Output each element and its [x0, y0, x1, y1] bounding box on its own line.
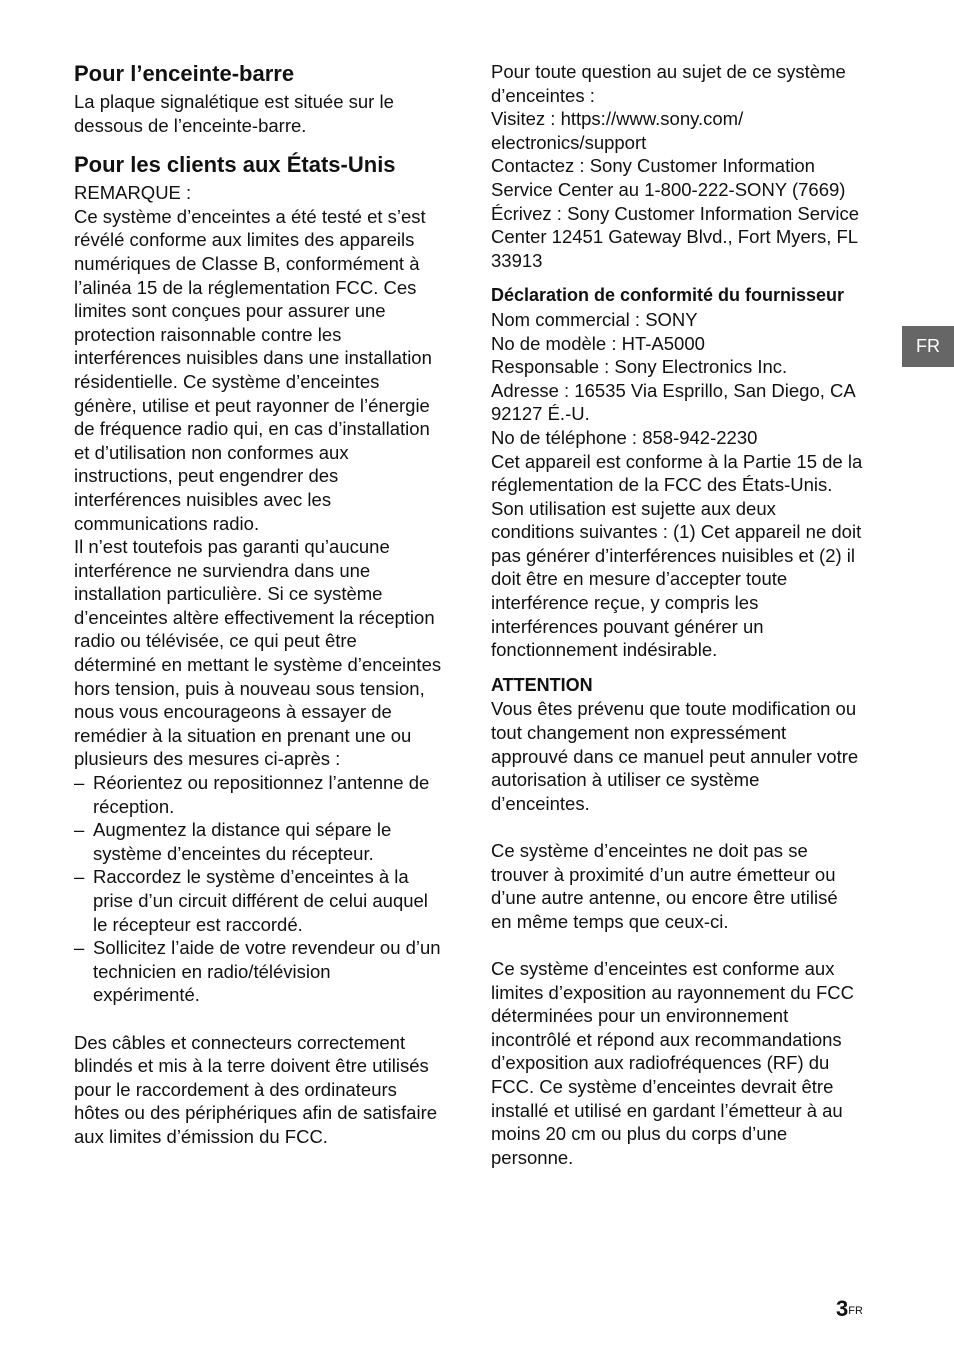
contact-line: Écrivez : Sony Customer Information Service Center 12451 Gateway Blvd., Fort Myers, FL 33913	[491, 202, 860, 271]
paragraph-spacer	[491, 662, 863, 674]
paragraph-spacer	[74, 1007, 442, 1031]
declaration-line: No de téléphone : 858-942-2230	[491, 426, 758, 448]
left-column	[74, 60, 442, 1149]
contact-line: Contactez : Sony Customer Information Service Center au 1-800-222-SONY (7669)	[491, 155, 846, 200]
dash-bullet: –	[74, 819, 85, 841]
shielded-cables-paragraph: Des câbles et connecteurs correctement blindés et mis à la terre doivent être utilisés pour le raccordement à des ordinateurs hôtes ou des périphériques afin de satisfaire aux limites d’émission du FCC.	[74, 1031, 438, 1147]
dash-bullet: –	[74, 937, 85, 959]
measure-text: Raccordez le système d’enceintes à la prise d’un circuit différent de celui auquel le récepteur est raccordé.	[93, 866, 428, 935]
language-tab: FR	[902, 326, 954, 367]
measure-text: Réorientez ou repositionnez l’antenne de réception.	[93, 772, 430, 817]
list-item	[74, 865, 442, 936]
remarque-label: REMARQUE :	[74, 182, 192, 204]
page-number-suffix: FR	[848, 1305, 863, 1317]
interference-paragraph: Il n’est toutefois pas garanti qu’aucune interférence ne surviendra dans une installation particulière. Si ce système d’enceintes altère effectivement la réception radio ou télévisée, ce qui peut être déterminé en mettant le système d’enceintes hors tension, puis à nouveau sous tension, nous vous encourageons à essayer de remédier à la situation en prenant une ou plusieurs des mesures ci-après :	[74, 536, 442, 770]
paragraph-spacer	[491, 815, 863, 839]
measure-text: Augmentez la distance qui sépare le système d’enceintes du récepteur.	[93, 819, 392, 864]
section-heading-us-customers: Pour les clients aux États-Unis	[74, 152, 396, 178]
list-item	[74, 936, 442, 1007]
rf-exposure-paragraph: Ce système d’enceintes est conforme aux limites d’exposition au rayonnement du FCC déterminées pour un environnement incontrôlé et répond aux recommandations d’exposition aux radiofréquences (RF) du FCC. Ce système d’enceintes devrait être installé et utilisé en gardant l’émetteur à au moins 20 cm ou plus du corps d’une personne.	[491, 957, 854, 1168]
section-heading-soundbar: Pour l’enceinte-barre	[74, 61, 295, 86]
declaration-line: Nom commercial : SONY	[491, 308, 698, 330]
page-number	[836, 1296, 863, 1322]
class-b-paragraph: Ce système d’enceintes a été testé et s’est révélé conforme aux limites des appareils numériques de Classe B, conformément à l’alinéa 15 de la réglementation FCC. Ces limites sont conçues pour assurer une protection raisonnable contre les interférences nuisibles dans une installation résidentielle. Ce système d’enceintes génère, utilise et peut rayonner de l’énergie de fréquence radio qui, en cas d’installation et d’utilisation non conformes aux instructions, peut engendrer des interférences nuisibles avec les communications radio.	[74, 205, 432, 534]
antenna-paragraph: Ce système d’enceintes ne doit pas se trouver à proximité d’un autre émetteur ou d’une autre antenne, ou encore être utilisé en même temps que ceux-ci.	[491, 840, 838, 932]
attention-paragraph: Vous êtes prévenu que toute modification ou tout changement non expressément approuvé dans ce manuel peut annuler votre autorisation à utiliser ce système d’enceintes.	[491, 698, 859, 814]
declaration-line: Responsable : Sony Electronics Inc.	[491, 356, 788, 378]
page-number-value: 3	[836, 1296, 849, 1321]
declaration-line: Adresse : 16535 Via Esprillo, San Diego, CA 92127 É.-U.	[491, 379, 855, 425]
paragraph-spacer	[491, 272, 863, 284]
attention-heading: ATTENTION	[491, 674, 593, 695]
list-item	[74, 771, 442, 818]
dash-bullet: –	[74, 866, 85, 888]
contact-line: Pour toute question au sujet de ce système d’enceintes :	[491, 61, 846, 106]
dash-bullet: –	[74, 772, 85, 794]
measure-text: Sollicitez l’aide de votre revendeur ou d’un technicien en radio/télévision expérimenté.	[93, 937, 441, 1006]
right-column	[491, 60, 863, 1169]
paragraph-spacer	[491, 933, 863, 957]
fcc-part15-paragraph: Cet appareil est conforme à la Partie 15 de la réglementation de la FCC des États-Unis. Son utilisation est sujette aux deux conditions suivantes : (1) Cet appareil ne doit pas générer d’interférences nuisibles et (2) il doit être en mesure d’accepter toute interférence reçue, y compris les interférences pouvant générer un fonctionnement indésirable.	[491, 450, 863, 661]
contact-line: Visitez : https://www.sony.com/ electronics/support	[491, 108, 744, 153]
declaration-line: No de modèle : HT-A5000	[491, 332, 705, 354]
rating-plate-paragraph: La plaque signalétique est située sur le dessous de l’enceinte-barre.	[74, 91, 394, 136]
measures-list	[74, 771, 442, 1007]
declaration-heading: Déclaration de conformité du fournisseur	[491, 285, 845, 306]
list-item	[74, 818, 442, 865]
